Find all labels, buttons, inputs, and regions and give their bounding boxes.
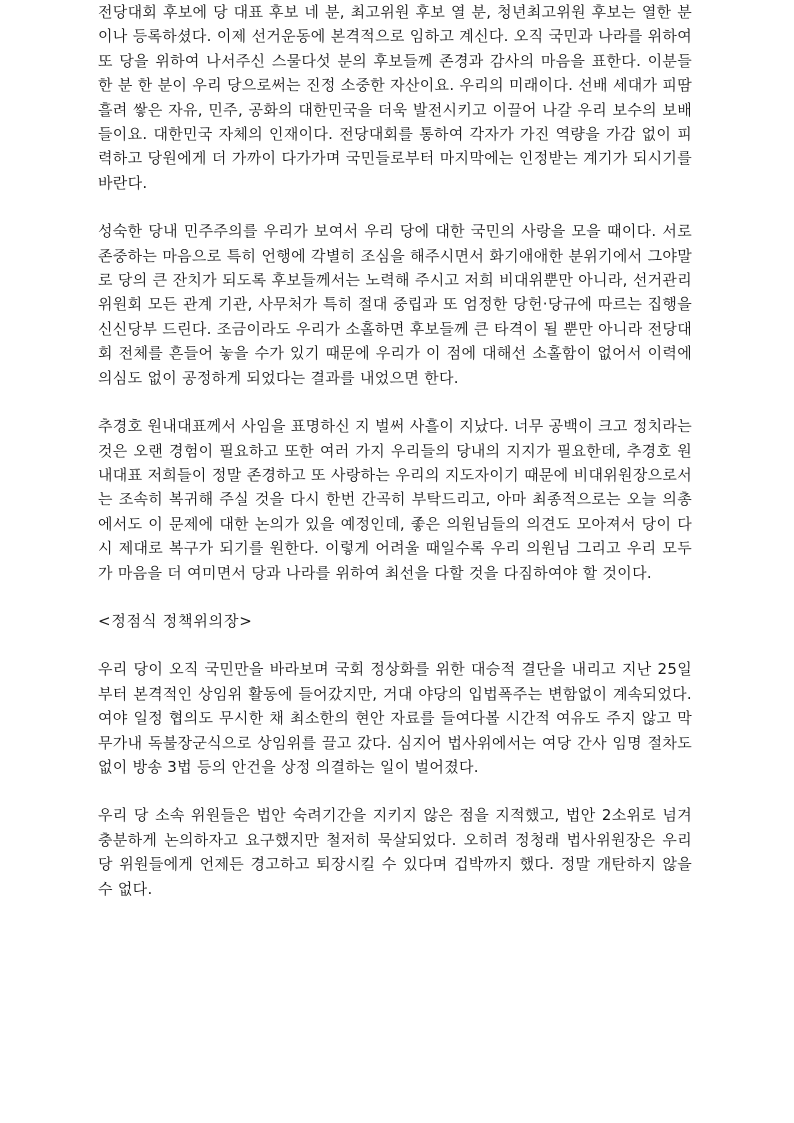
paragraph-gap	[98, 633, 692, 657]
paragraph-gap	[98, 195, 692, 219]
document-page	[98, 0, 692, 901]
paragraph-gap	[98, 390, 692, 414]
paragraph-gap	[98, 585, 692, 609]
paragraph-floor-leader: 추경호 원내대표께서 사임을 표명하신 지 벌써 사흘이 지났다. 너무 공백이 크고 정치라는 것은 오랜 경험이 필요하고 또한 여러 가지 우리들의 당내의 지지가 필요한데, 추경호 원내대표 저희들이 정말 존경하고 또 사랑하는 우리의 지도자이기 때문에 비대위원장으로서는 조속히 복귀해 주실 것을 다시 한번 간곡히 부탁드리고, 아마 최종적으로는 오늘 의총에서도 이 문제에 대한 논의가 있을 예정인데, 좋은 의원님들의 의견도 모아져서 당이 다시 제대로 복구가 되기를 원한다. 이렇게 어려울 때일수록 우리 의원님 그리고 우리 모두가 마음을 더 여미면서 당과 나라를 위하여 최선을 다할 것을 다짐하여야 할 것이다.	[98, 417, 692, 582]
paragraph-fair-election: 성숙한 당내 민주주의를 우리가 보여서 우리 당에 대한 국민의 사랑을 모을 때이다. 서로 존중하는 마음으로 특히 언행에 각별히 조심을 해주시면서 화기애애한 분위기에서 그야말로 당의 큰 잔치가 되도록 후보들께서는 노력해 주시고 저희 비대위뿐만 아니라, 선거관리위원회 모든 관계 기관, 사무처가 특히 절대 중립과 또 엄정한 당헌·당규에 따르는 집행을 신신당부 드린다. 조금이라도 우리가 소홀하면 후보들께 큰 타격이 될 뿐만 아니라 전당대회 전체를 흔들어 놓을 수가 있기 때문에 우리가 이 점에 대해선 소홀함이 없어서 이력에 의심도 없이 공정하게 되었다는 결과를 내었으면 한다.	[98, 222, 692, 387]
paragraph-committee-activity: 우리 당이 오직 국민만을 바라보며 국회 정상화를 위한 대승적 결단을 내리고 지난 25일부터 본격적인 상임위 활동에 들어갔지만, 거대 야당의 입법폭주는 변함없이 계속되었다. 여야 일정 협의도 무시한 채 최소한의 현안 자료를 들여다볼 시간적 여유도 주지 않고 막무가내 독불장군식으로 상임위를 끌고 갔다. 심지어 법사위에서는 여당 간사 임명 절차도 없이 방송 3법 등의 안건을 상정 의결하는 일이 벌어졌다.	[98, 660, 692, 776]
paragraph-convention-candidates: 전당대회 후보에 당 대표 후보 네 분, 최고위원 후보 열 분, 청년최고위원 후보는 열한 분이나 등록하셨다. 이제 선거운동에 본격적으로 임하고 계신다. 오직 국민과 나라를 위하여 또 당을 위하여 나서주신 스물다섯 분의 후보들께 존경과 감사의 마음을 표한다. 이분들 한 분 한 분이 우리 당으로써는 진정 소중한 자산이요. 우리의 미래이다. 선배 세대가 피땀 흘려 쌓은 자유, 민주, 공화의 대한민국을 더욱 발전시키고 이끌어 나갈 우리 보수의 보배들이요. 대한민국 자체의 인재이다. 전당대회를 통하여 각자가 가진 역량을 가감 없이 피력하고 당원에게 더 가까이 다가가며 국민들로부터 마지막에는 인정받는 계기가 되시기를 바란다.	[98, 3, 692, 192]
speaker-heading: <정점식 정책위의장>	[98, 611, 253, 630]
paragraph-judiciary-committee: 우리 당 소속 위원들은 법안 숙려기간을 지키지 않은 점을 지적했고, 법안 2소위로 넘겨 충분하게 논의하자고 요구했지만 철저히 묵살되었다. 오히려 정청래 법사위원장은 우리 당 위원들에게 언제든 경고하고 퇴장시킬 수 있다며 겁박까지 했다. 정말 개탄하지 않을 수 없다.	[98, 806, 692, 898]
paragraph-gap	[98, 779, 692, 803]
